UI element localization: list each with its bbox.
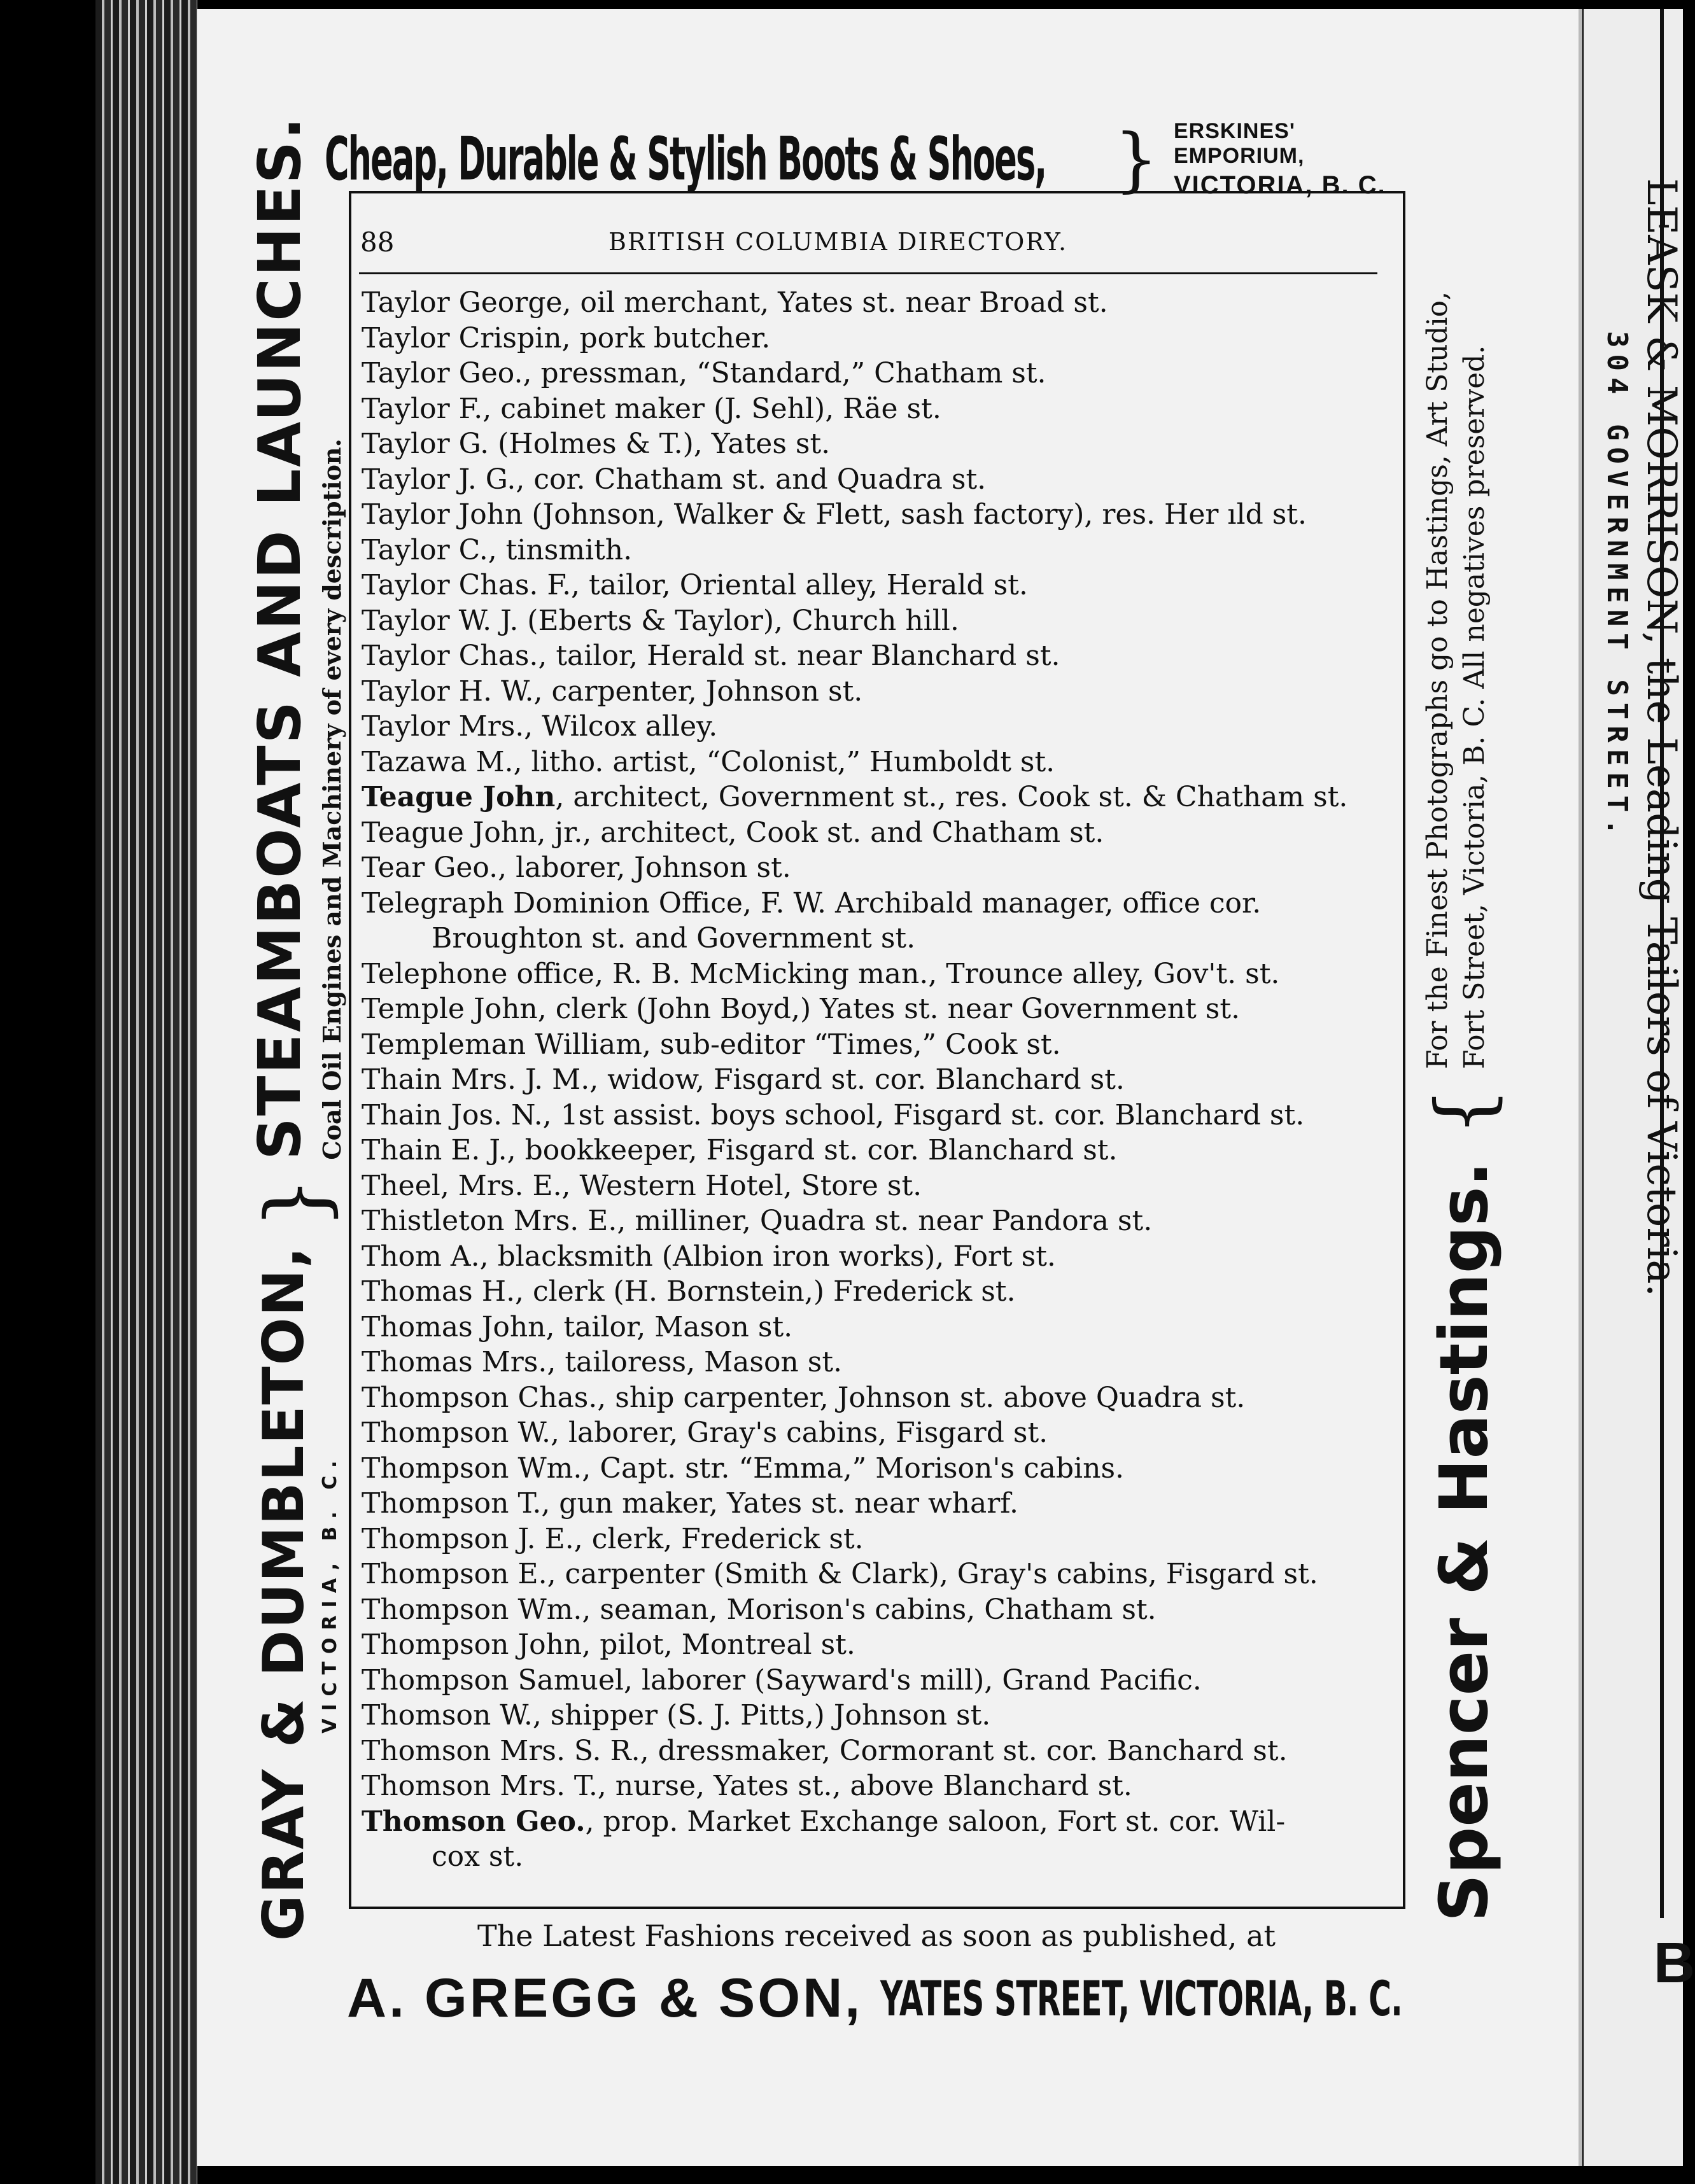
directory-entry	[362, 1380, 1393, 1416]
entry-text: Taylor George, oil merchant, Yates st. near Broad st.	[362, 286, 1108, 319]
directory-entry	[362, 1592, 1393, 1628]
directory-entry	[362, 1733, 1393, 1769]
directory-entry	[362, 850, 1393, 886]
right-ad-line2: Fort Street, Victoria, B. C. All negatives preserved.	[1458, 345, 1491, 1069]
entry-text: Thompson E., carpenter (Smith & Clark), Gray's cabins, Fisgard st.	[362, 1558, 1318, 1590]
entry-text: Telegraph Dominion Office, F. W. Archibald manager, office cor.	[362, 886, 1262, 920]
directory-entry	[362, 709, 1393, 745]
header-rule	[359, 272, 1377, 274]
far-right-ad-line2: 304 GOVERNMENT STREET.	[1601, 331, 1633, 842]
entry-text: Thomas Mrs., tailoress, Mason st.	[362, 1346, 843, 1378]
directory-entry	[362, 1663, 1393, 1698]
entry-text: Thain E. J., bookkeeper, Fisgard st. cor. Blanchard st.	[362, 1134, 1118, 1166]
directory-entry	[362, 568, 1393, 603]
bottom-ad-firm: A. GREGG & SON,	[347, 1967, 863, 2029]
entry-text: Thomas John, tailor, Mason st.	[362, 1310, 793, 1343]
right-ad-line1: For the Finest Photographs go to Hastings, Art Studio,	[1421, 291, 1454, 1069]
running-head	[356, 216, 1388, 267]
left-ad-headline: STEAMBOATS AND LAUNCHES.	[246, 115, 314, 1160]
entry-text: Thistleton Mrs. E., milliner, Quadra st. near Pandora st.	[362, 1205, 1153, 1237]
entry-text: Taylor H. W., carpenter, Johnson st.	[362, 675, 863, 708]
directory-entry	[362, 391, 1393, 427]
left-ad-city: VICTORIA, B. C.	[319, 1453, 341, 1733]
directory-entries	[362, 285, 1393, 1875]
entry-text: Taylor W. J. (Eberts & Taylor), Church hill.	[362, 604, 959, 637]
entry-text: Thomson W., shipper (S. J. Pitts,) Johnson st.	[362, 1699, 991, 1732]
directory-entry	[362, 426, 1393, 462]
left-ad-brace: }	[248, 1176, 344, 1229]
directory-entry	[362, 1627, 1393, 1663]
entry-text: Broughton st. and Government st.	[432, 922, 916, 955]
directory-entry-continuation	[362, 921, 1393, 956]
entry-text: Taylor Mrs., Wilcox alley.	[362, 710, 718, 743]
left-ad-firm-block	[251, 1245, 341, 1941]
entry-text: Taylor Chas. F., tailor, Oriental alley, Herald st.	[362, 569, 1028, 601]
directory-entry	[362, 1098, 1393, 1133]
entry-text: Thain Mrs. J. M., widow, Fisgard st. cor. Blanchard st.	[362, 1063, 1125, 1096]
far-right-advertisement	[1579, 178, 1687, 1737]
right-ad-brace: {	[1419, 1087, 1509, 1137]
entry-text: Thompson W., laborer, Gray's cabins, Fisgard st.	[362, 1417, 1048, 1449]
directory-entry	[362, 321, 1393, 356]
entry-text: Thomas H., clerk (H. Bornstein,) Frederick st.	[362, 1275, 1016, 1308]
directory-entry-continuation	[362, 1839, 1393, 1875]
top-ad-brace: }	[1114, 118, 1158, 200]
directory-entry	[362, 1804, 1393, 1840]
directory-entry	[362, 1415, 1393, 1451]
directory-entry	[362, 1345, 1393, 1380]
entry-text: Telephone office, R. B. McMicking man., Trounce alley, Gov't. st.	[362, 957, 1280, 990]
entry-text: Thompson T., gun maker, Yates st. near wharf.	[362, 1487, 1018, 1520]
directory-entry	[362, 674, 1393, 710]
top-advertisement	[325, 115, 1407, 204]
bottom-advertisement	[347, 1963, 1429, 2033]
entry-text: , prop. Market Exchange saloon, Fort st. cor. Wil-	[585, 1805, 1286, 1838]
directory-entry	[362, 356, 1393, 391]
directory-entry	[362, 956, 1393, 992]
entry-text: Taylor G. (Holmes & T.), Yates st.	[362, 428, 831, 460]
left-advertisement	[242, 115, 350, 1941]
far-right-ad-line1: LEASK & MORRISON, the Leading Tailors of Victoria.	[1638, 178, 1685, 1297]
bottom-ad-address: YATES STREET, VICTORIA, B. C.	[880, 1970, 1403, 2027]
directory-entry	[362, 1768, 1393, 1804]
entry-text: Tazawa M., litho. artist, “Colonist,” Humboldt st.	[362, 745, 1055, 778]
directory-entry	[362, 1310, 1393, 1345]
left-ad-headline-block	[246, 115, 346, 1159]
directory-entry	[362, 991, 1393, 1027]
directory-entry	[362, 1203, 1393, 1239]
entry-text: Taylor Chas., tailor, Herald st. near Blanchard st.	[362, 640, 1060, 672]
entry-name-bold: Teague John	[362, 781, 556, 813]
entry-text: Taylor J. G., cor. Chatham st. and Quadra st.	[362, 463, 987, 496]
directory-entry	[362, 1486, 1393, 1522]
top-ad-store: ERSKINES' EMPORIUM,	[1174, 118, 1305, 168]
adjacent-page-letter: B	[1654, 1931, 1695, 1995]
left-ad-subline: Coal Oil Engines and Machinery of every description.	[318, 438, 346, 1160]
entry-text: Templeman William, sub-editor “Times,” Cook st.	[362, 1028, 1061, 1061]
directory-entry	[362, 745, 1393, 780]
right-ad-firm: Spencer & Hastings.	[1425, 1161, 1503, 1922]
entry-text: Taylor C., tinsmith.	[362, 533, 633, 566]
entry-text: cox st.	[432, 1840, 524, 1873]
entry-text: Taylor Geo., pressman, “Standard,” Chatham st.	[362, 357, 1046, 389]
entry-text: , architect, Government st., res. Cook st. & Chatham st.	[555, 781, 1348, 813]
directory-entry	[362, 603, 1393, 639]
top-ad-store-block	[1174, 119, 1407, 200]
entry-text: Thompson Wm., Capt. str. “Emma,” Morison's cabins.	[362, 1452, 1125, 1485]
directory-entry	[362, 886, 1393, 921]
directory-entry	[362, 1522, 1393, 1557]
entry-text: Thomson Mrs. S. R., dressmaker, Cormorant st. cor. Banchard st.	[362, 1734, 1288, 1767]
top-ad-headline: Cheap, Durable & Stylish Boots & Shoes,	[325, 124, 1046, 194]
directory-entry	[362, 1274, 1393, 1310]
entry-text: Thompson Samuel, laborer (Sayward's mill), Grand Pacific.	[362, 1663, 1202, 1697]
page-stack-edges	[95, 0, 197, 2184]
entry-text: Teague John, jr., architect, Cook st. and Chatham st.	[362, 816, 1104, 849]
right-advertisement-text	[1419, 165, 1509, 1069]
entry-text: Thompson Wm., seaman, Morison's cabins, Chatham st.	[362, 1593, 1157, 1626]
directory-entry	[362, 533, 1393, 568]
entry-text: Taylor John (Johnson, Walker & Flett, sash factory), res. Her ıld st.	[362, 498, 1307, 531]
entry-text: Thompson J. E., clerk, Frederick st.	[362, 1522, 864, 1555]
directory-entry	[362, 285, 1393, 321]
directory-entry	[362, 1062, 1393, 1098]
directory-entry	[362, 815, 1393, 851]
entry-text: Temple John, clerk (John Boyd,) Yates st. near Government st.	[362, 993, 1241, 1025]
directory-entry	[362, 497, 1393, 533]
directory-entry	[362, 1133, 1393, 1168]
directory-entry	[362, 462, 1393, 498]
page-title: BRITISH COLUMBIA DIRECTORY.	[608, 228, 1068, 256]
directory-entry	[362, 780, 1393, 815]
entry-text: Taylor Crispin, pork butcher.	[362, 321, 771, 354]
page-number: 88	[360, 226, 395, 258]
entry-name-bold: Thomson Geo.	[362, 1805, 586, 1838]
top-ad-city: VICTORIA, B. C.	[1174, 171, 1386, 199]
entry-text: Thain Jos. N., 1st assist. boys school, Fisgard st. cor. Blanchard st.	[362, 1098, 1305, 1131]
entry-text: Theel, Mrs. E., Western Hotel, Store st.	[362, 1169, 922, 1202]
left-ad-firm: GRAY & DUMBLETON,	[251, 1245, 316, 1941]
directory-entry	[362, 1168, 1393, 1204]
entry-text: Tear Geo., laborer, Johnson st.	[362, 851, 791, 884]
directory-entry	[362, 1451, 1393, 1487]
entry-text: Thompson Chas., ship carpenter, Johnson st. above Quadra st.	[362, 1381, 1246, 1414]
right-advertisement-firm	[1413, 967, 1515, 1922]
directory-entry	[362, 1557, 1393, 1592]
entry-text: Thom A., blacksmith (Albion iron works), Fort st.	[362, 1240, 1056, 1273]
directory-entry	[362, 1239, 1393, 1275]
entry-text: Taylor F., cabinet maker (J. Sehl), Räe st.	[362, 392, 941, 425]
directory-entry	[362, 638, 1393, 674]
bottom-ad-tagline: The Latest Fashions received as soon as published, at	[477, 1919, 1276, 1953]
directory-entry	[362, 1027, 1393, 1063]
directory-entry	[362, 1698, 1393, 1733]
entry-text: Thomson Mrs. T., nurse, Yates st., above Blanchard st.	[362, 1770, 1132, 1802]
entry-text: Thompson John, pilot, Montreal st.	[362, 1628, 855, 1661]
